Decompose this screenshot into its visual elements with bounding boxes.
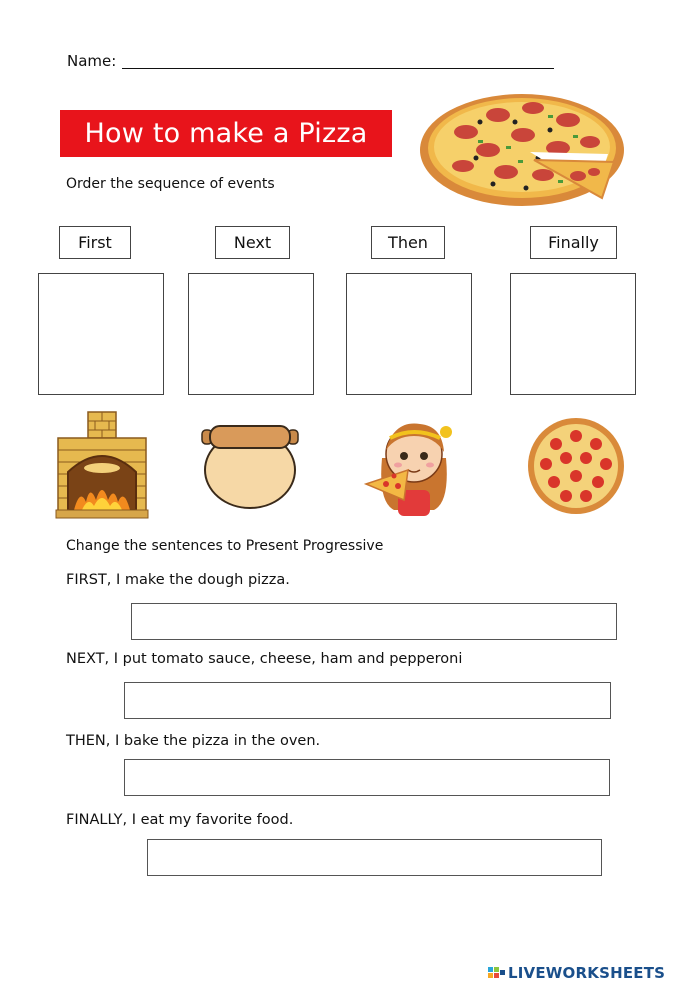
order-instruction: Order the sequence of events (66, 176, 275, 192)
dough-and-rolling-pin-icon[interactable] (200, 410, 300, 520)
name-input-line[interactable] (122, 68, 554, 69)
label-next: Next (215, 226, 290, 259)
label-then: Then (371, 226, 445, 259)
pepperoni-pizza-icon[interactable] (524, 410, 624, 520)
drop-box-then[interactable] (346, 273, 472, 395)
answer-field-next[interactable] (124, 682, 611, 719)
title-banner (60, 110, 392, 157)
sentence-finally: FINALLY, I eat my favorite food. (66, 812, 294, 828)
sentence-next: NEXT, I put tomato sauce, cheese, ham and pepperoni (66, 651, 463, 667)
answer-field-finally[interactable] (147, 839, 602, 876)
girl-eating-pizza-icon[interactable] (364, 410, 464, 520)
answer-field-first[interactable] (131, 603, 617, 640)
answer-field-then[interactable] (124, 759, 610, 796)
sentence-first: FIRST, I make the dough pizza. (66, 572, 290, 588)
drop-box-next[interactable] (188, 273, 314, 395)
liveworksheets-logo (488, 964, 665, 982)
change-instruction: Change the sentences to Present Progressive (66, 538, 384, 554)
drop-box-finally[interactable] (510, 273, 636, 395)
liveworksheets-mark-icon (488, 965, 506, 981)
pizza-header-image (418, 80, 633, 218)
page-title: How to make a Pizza (84, 118, 368, 149)
sentence-then: THEN, I bake the pizza in the oven. (66, 733, 321, 749)
label-first: First (59, 226, 131, 259)
drop-box-first[interactable] (38, 273, 164, 395)
name-label: Name: (67, 52, 117, 70)
label-finally: Finally (530, 226, 617, 259)
brick-oven-icon[interactable] (52, 410, 152, 520)
brand-text: LIVEWORKSHEETS (508, 964, 666, 982)
